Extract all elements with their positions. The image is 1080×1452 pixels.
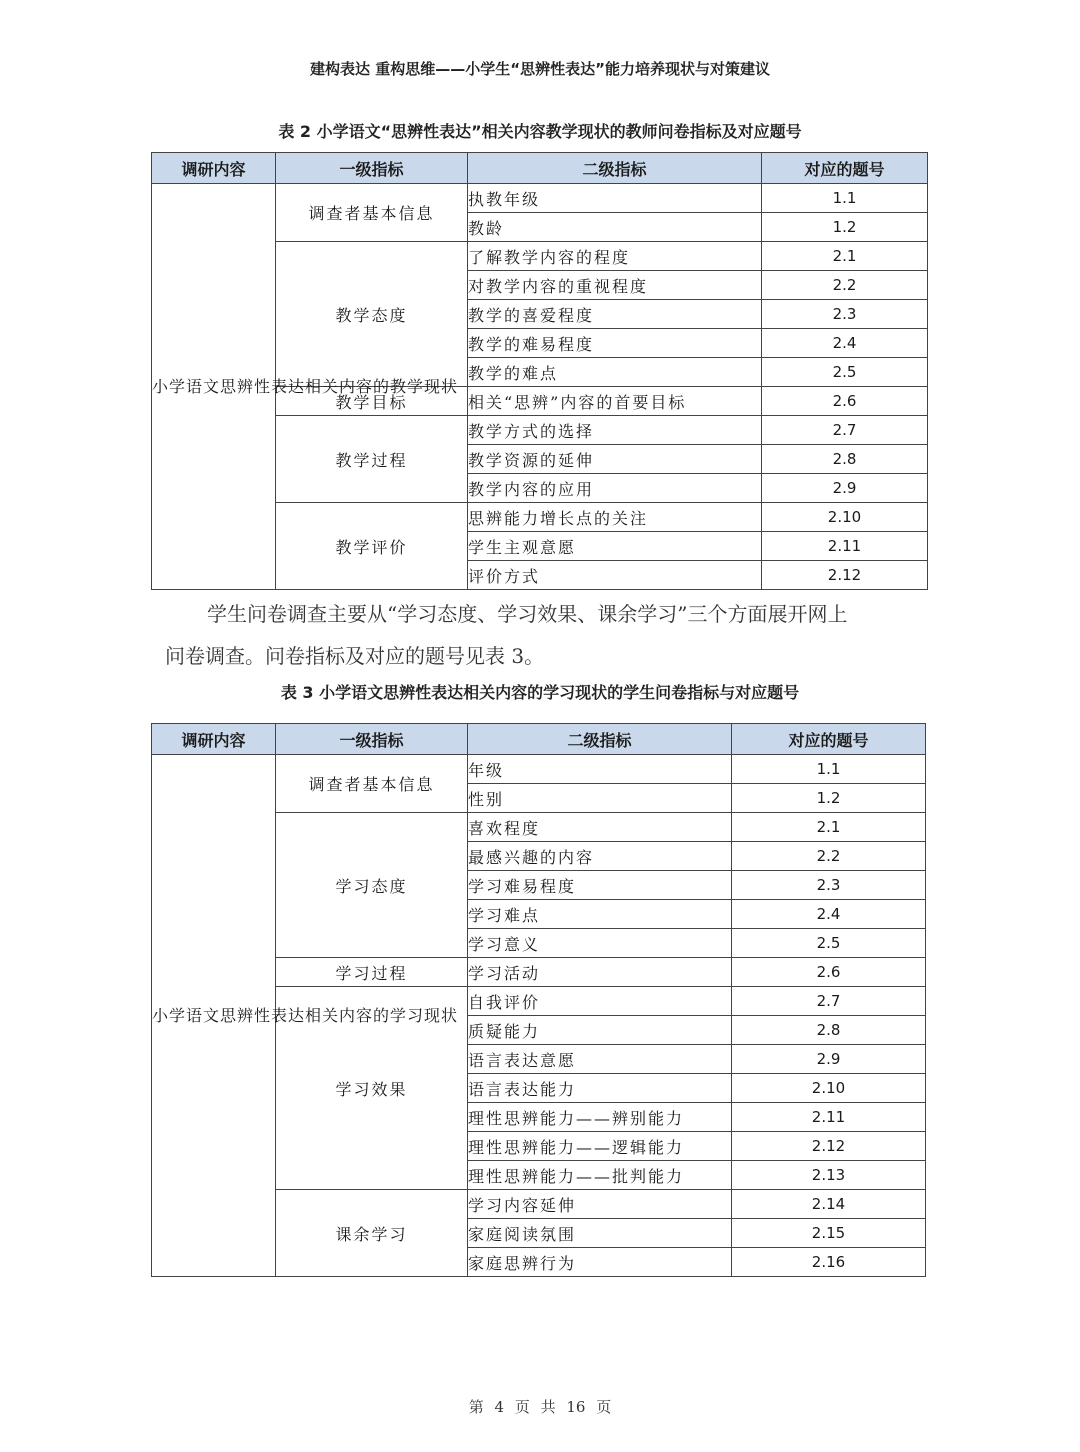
question-number-cell: 1.2	[732, 784, 926, 813]
column-header: 二级指标	[468, 724, 732, 755]
level2-indicator-cell: 相关“思辨”内容的首要目标	[468, 387, 762, 416]
level1-indicator-cell: 教学过程	[276, 416, 468, 503]
level2-indicator-cell: 最感兴趣的内容	[468, 842, 732, 871]
question-number-cell: 2.5	[732, 929, 926, 958]
level1-indicator-cell: 教学态度	[276, 242, 468, 387]
question-number-cell: 2.6	[762, 387, 928, 416]
question-number-cell: 2.1	[732, 813, 926, 842]
level2-indicator-cell: 学习难点	[468, 900, 732, 929]
level2-indicator-cell: 教龄	[468, 213, 762, 242]
survey-topic-cell: 小学语文思辨性表达相关内容的教学现状	[152, 184, 276, 590]
question-number-cell: 2.12	[762, 561, 928, 590]
question-number-cell: 2.10	[762, 503, 928, 532]
question-number-cell: 2.11	[762, 532, 928, 561]
page-footer: 第 4 页 共 16 页	[468, 1398, 612, 1416]
level1-indicator-cell: 学习效果	[276, 987, 468, 1190]
column-header: 一级指标	[276, 724, 468, 755]
level2-indicator-cell: 思辨能力增长点的关注	[468, 503, 762, 532]
level1-indicator-cell: 课余学习	[276, 1190, 468, 1277]
level2-indicator-cell: 语言表达能力	[468, 1074, 732, 1103]
level2-indicator-cell: 学习活动	[468, 958, 732, 987]
level2-indicator-cell: 理性思辨能力——辨别能力	[468, 1103, 732, 1132]
level2-indicator-cell: 年级	[468, 755, 732, 784]
level2-indicator-cell: 学习难易程度	[468, 871, 732, 900]
column-header: 对应的题号	[762, 153, 928, 184]
level2-indicator-cell: 家庭思辨行为	[468, 1248, 732, 1277]
level2-indicator-cell: 学习内容延伸	[468, 1190, 732, 1219]
question-number-cell: 2.4	[732, 900, 926, 929]
level2-indicator-cell: 自我评价	[468, 987, 732, 1016]
column-header: 一级指标	[276, 153, 468, 184]
question-number-cell: 2.7	[762, 416, 928, 445]
level2-indicator-cell: 学习意义	[468, 929, 732, 958]
question-number-cell: 2.4	[762, 329, 928, 358]
question-number-cell: 2.10	[732, 1074, 926, 1103]
table-row	[152, 755, 926, 784]
question-number-cell: 2.2	[732, 842, 926, 871]
column-header: 对应的题号	[732, 724, 926, 755]
level2-indicator-cell: 教学的难易程度	[468, 329, 762, 358]
level1-indicator-cell: 调查者基本信息	[276, 755, 468, 813]
question-number-cell: 2.15	[732, 1219, 926, 1248]
level2-indicator-cell: 执教年级	[468, 184, 762, 213]
page-header: 建构表达 重构思维——小学生“思辨性表达”能力培养现状与对策建议	[310, 60, 770, 78]
question-number-cell: 2.11	[732, 1103, 926, 1132]
level1-indicator-cell: 学习过程	[276, 958, 468, 987]
question-number-cell: 2.8	[732, 1016, 926, 1045]
table2-caption: 表 2 小学语文“思辨性表达”相关内容教学现状的教师问卷指标及对应题号	[278, 122, 802, 141]
table-row	[152, 184, 928, 213]
level2-indicator-cell: 教学方式的选择	[468, 416, 762, 445]
question-number-cell: 1.1	[732, 755, 926, 784]
level2-indicator-cell: 教学资源的延伸	[468, 445, 762, 474]
table3-header-row	[152, 724, 926, 755]
column-header: 调研内容	[152, 724, 276, 755]
question-number-cell: 2.5	[762, 358, 928, 387]
table2	[151, 152, 928, 590]
body-paragraph	[165, 593, 925, 677]
level2-indicator-cell: 教学内容的应用	[468, 474, 762, 503]
table3	[151, 723, 926, 1277]
question-number-cell: 2.3	[732, 871, 926, 900]
level2-indicator-cell: 家庭阅读氛围	[468, 1219, 732, 1248]
level2-indicator-cell: 教学的难点	[468, 358, 762, 387]
question-number-cell: 2.9	[732, 1045, 926, 1074]
level1-indicator-cell: 学习态度	[276, 813, 468, 958]
level1-indicator-cell: 教学评价	[276, 503, 468, 590]
paragraph-line: 学生问卷调查主要从“学习态度、学习效果、课余学习”三个方面展开网上	[207, 602, 848, 626]
level2-indicator-cell: 语言表达意愿	[468, 1045, 732, 1074]
question-number-cell: 2.9	[762, 474, 928, 503]
question-number-cell: 2.3	[762, 300, 928, 329]
paragraph-line: 问卷调查。问卷指标及对应的题号见表 3。	[165, 644, 545, 668]
column-header: 二级指标	[468, 153, 762, 184]
level2-indicator-cell: 学生主观意愿	[468, 532, 762, 561]
question-number-cell: 2.12	[732, 1132, 926, 1161]
question-number-cell: 2.14	[732, 1190, 926, 1219]
column-header: 调研内容	[152, 153, 276, 184]
question-number-cell: 1.1	[762, 184, 928, 213]
level2-indicator-cell: 喜欢程度	[468, 813, 732, 842]
question-number-cell: 2.6	[732, 958, 926, 987]
table2-header-row	[152, 153, 928, 184]
level1-indicator-cell: 调查者基本信息	[276, 184, 468, 242]
level2-indicator-cell: 对教学内容的重视程度	[468, 271, 762, 300]
level2-indicator-cell: 教学的喜爱程度	[468, 300, 762, 329]
question-number-cell: 2.7	[732, 987, 926, 1016]
question-number-cell: 1.2	[762, 213, 928, 242]
level2-indicator-cell: 评价方式	[468, 561, 762, 590]
level2-indicator-cell: 了解教学内容的程度	[468, 242, 762, 271]
question-number-cell: 2.1	[762, 242, 928, 271]
level2-indicator-cell: 理性思辨能力——批判能力	[468, 1161, 732, 1190]
level2-indicator-cell: 理性思辨能力——逻辑能力	[468, 1132, 732, 1161]
question-number-cell: 2.16	[732, 1248, 926, 1277]
question-number-cell: 2.13	[732, 1161, 926, 1190]
level2-indicator-cell: 质疑能力	[468, 1016, 732, 1045]
survey-topic-cell: 小学语文思辨性表达相关内容的学习现状	[152, 755, 276, 1277]
question-number-cell: 2.8	[762, 445, 928, 474]
level2-indicator-cell: 性别	[468, 784, 732, 813]
level1-indicator-cell: 教学目标	[276, 387, 468, 416]
question-number-cell: 2.2	[762, 271, 928, 300]
table3-caption: 表 3 小学语文思辨性表达相关内容的学习现状的学生问卷指标与对应题号	[280, 683, 800, 702]
